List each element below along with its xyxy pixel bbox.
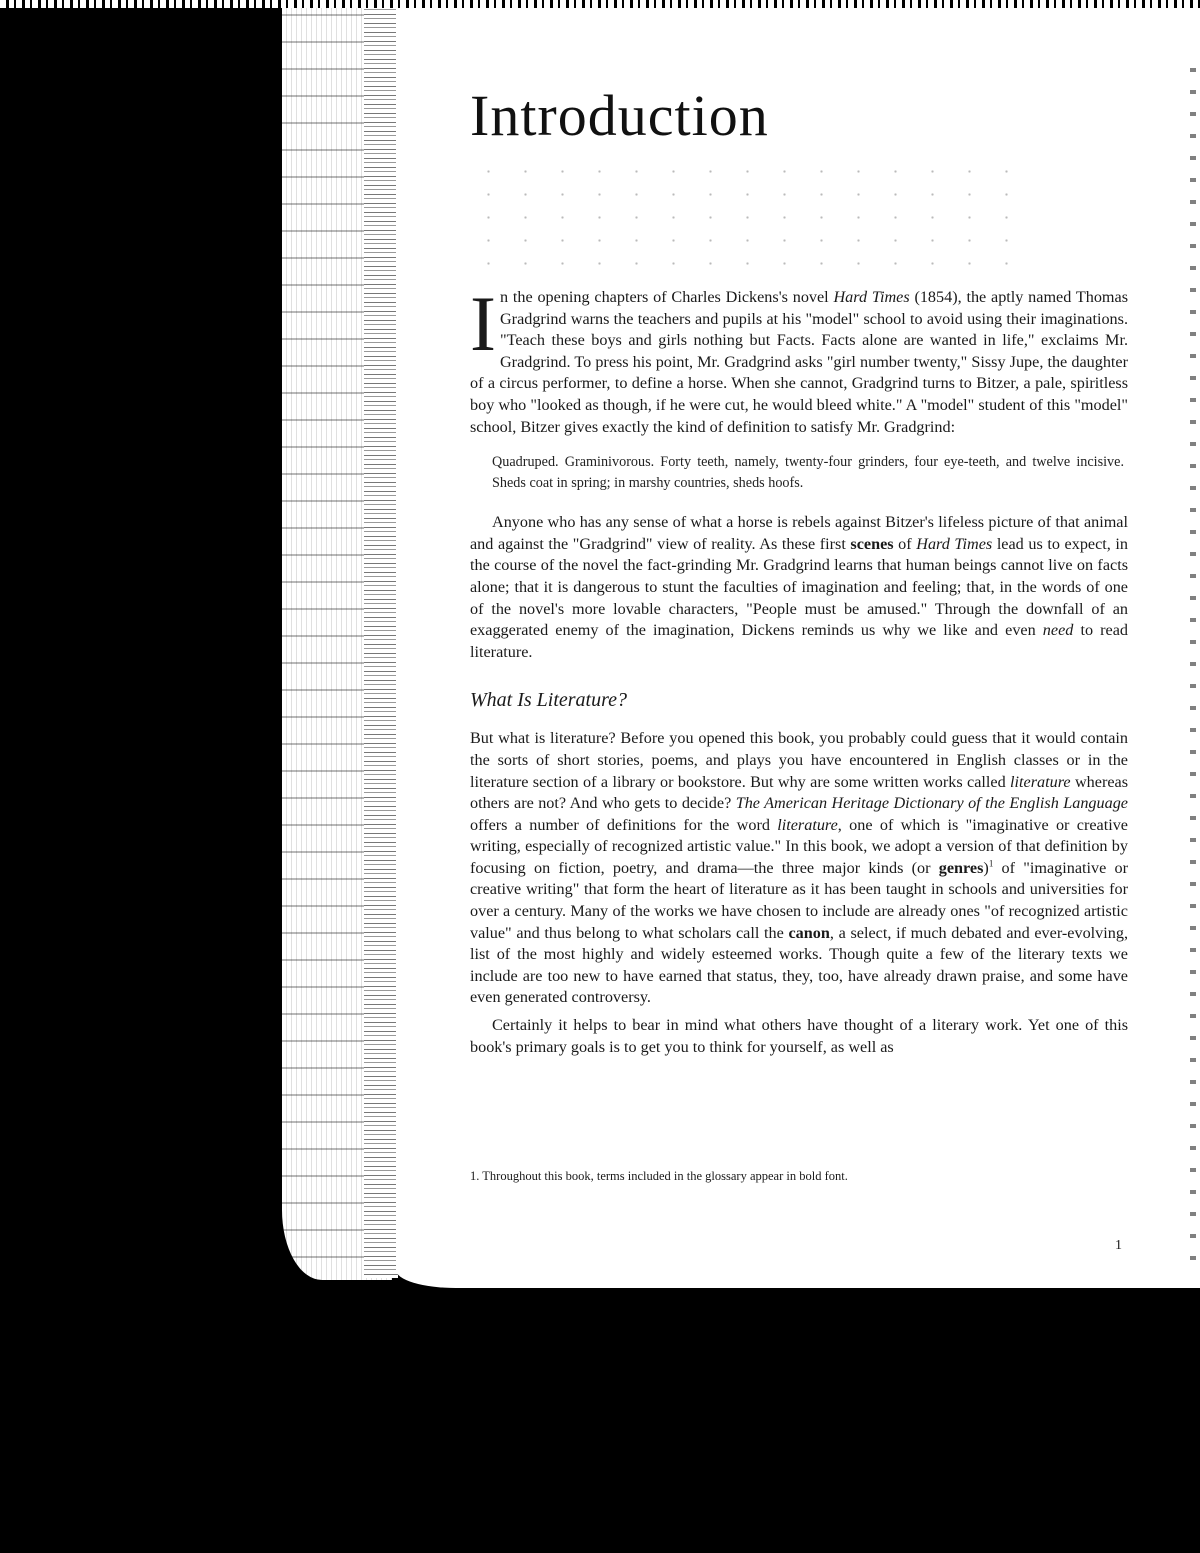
book-title-italic: Hard Times	[833, 288, 910, 306]
paragraph-1	[470, 280, 1128, 438]
text-run: Anyone who has any sense of what a horse is rebels against Bitzer's lifeless picture of that animal and against the "Gradgrind" view of reality. As these first	[470, 513, 1128, 553]
right-scan-edge	[1190, 60, 1196, 1260]
emphasis-italic: literature	[1010, 772, 1071, 791]
chapter-title: Introduction	[470, 83, 769, 148]
text-run: whereas others are not? And who gets to decide?	[470, 772, 1129, 813]
book-gutter	[364, 8, 398, 1278]
block-quote: Quadruped. Graminivorous. Forty teeth, namely, twenty-four grinders, four eye-teeth, and twelve incisive. Sheds coat in spring; in marshy countries, sheds hoofs.	[492, 454, 1124, 492]
glossary-term: genres	[938, 858, 984, 877]
text-run: of	[893, 534, 917, 553]
footnote: 1. Throughout this book, terms included in the glossary appear in bold font.	[470, 1169, 848, 1183]
text-run: of "imaginative or creative writing" that form the heart of literature as it has been taught in schools and universities for over a century. Many of the works we have chosen to include are already ones "of recognized artistic value" and thus belong to what scholars call the	[470, 858, 1128, 942]
text-run: (1854), the aptly named Thomas Gradgrind warns the teachers and pupils at his "model" school to avoid using their imaginations. "Teach these boys and girls nothing but Facts. Facts alone are wanted in life," exclaims Mr. Gradgrind. To press his point, Mr. Gradgrind asks "girl number twenty," Sissy Jupe, the daughter of a circus performer, to define a horse. When she cannot, Gradgrind turns to Bitzer, a pale, spiritless boy who "looked as though, if he were cut, he would bleed white." A "model" student of this "model" school, Bitzer gives exactly the kind of definition to satisfy Mr. Gradgrind:	[470, 288, 1128, 436]
text-run: But what is literature? Before you opened this book, you probably could guess that it would contain the sorts of short stories, poems, and plays you have encountered in English classes or in the literature section of a library or bookstore. But why are some written works called	[470, 729, 1128, 791]
drop-cap: I	[470, 280, 496, 367]
text-run: to read literature.	[470, 621, 1129, 661]
footnote-marker[interactable]: 1	[988, 858, 994, 869]
emphasis-italic: literature	[777, 815, 838, 834]
page-number: 1	[1115, 1238, 1122, 1253]
text-run: , a select, if much debated and ever-evolving, list of the most highly and widely esteemed works. Though quite a few of the literary texts we include are too new to have earned that status, they, too, have already drawn praise, and some have even generated controversy.	[470, 923, 1128, 1007]
paragraph-2	[470, 512, 1128, 663]
scan-speckles	[470, 160, 1030, 270]
section-heading: What Is Literature?	[470, 689, 628, 712]
body-text	[470, 280, 1129, 1058]
glossary-term: scenes	[850, 534, 894, 553]
text-run: n the opening chapters of Charles Dickens's novel	[499, 288, 834, 306]
paragraph-4: Certainly it helps to bear in mind what others have thought of a literary work. Yet one of this book's primary goals is to get you to think for yourself, as well as	[470, 1016, 1128, 1056]
glossary-term: canon	[788, 923, 830, 942]
paragraph-3	[470, 728, 1128, 1009]
top-scan-edge	[0, 0, 1200, 8]
book-title-italic: Hard Times	[916, 534, 993, 553]
text-run: offers a number of definitions for the word	[470, 815, 778, 834]
book-title-italic: The American Heritage Dictionary of the English Language	[735, 794, 1128, 813]
text-run: , one of which is "imaginative or creative writing, especially of recognized artistic value." In this book, we adopt a version of that definition by focusing on fiction, poetry, and drama—the three major kinds (or	[470, 815, 1128, 877]
text-run: lead us to expect, in the course of the novel the fact-grinding Mr. Gradgrind learns that human beings cannot live on facts alone; that it is dangerous to stunt the faculties of imagination and feeling; that, in the words of one of the novel's more lovable characters, "People must be amused." Through the downfall of an exaggerated enemy of the imagination, Dickens reminds us why we like and even	[470, 534, 1129, 640]
text-run: )	[983, 858, 989, 877]
emphasis-italic: need	[1042, 621, 1074, 640]
